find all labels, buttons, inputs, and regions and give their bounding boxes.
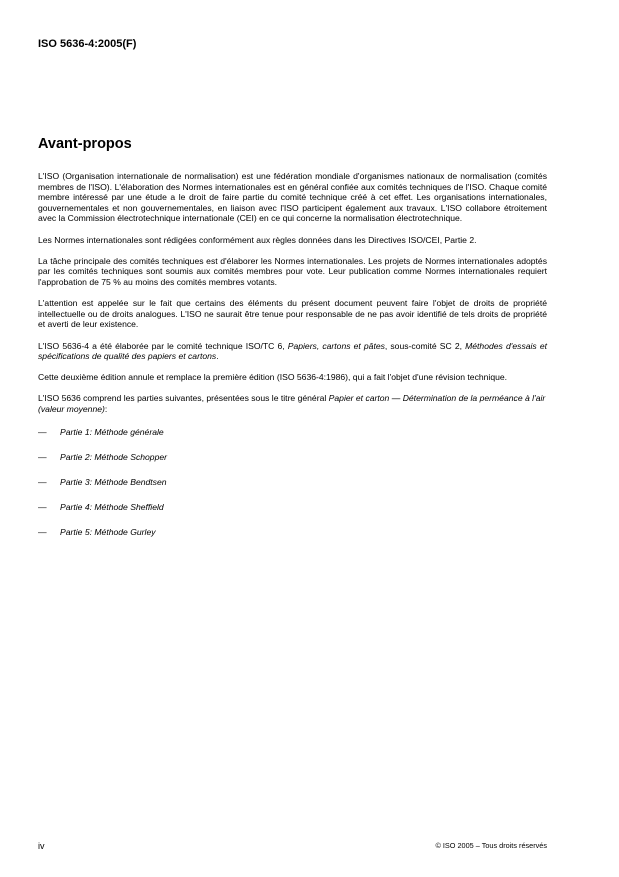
subcommittee-text: , sous-comité SC 2, (384, 340, 466, 351)
parts-intro-text: L'ISO 5636 comprend les parties suivantes, présentées sous le titre général (38, 393, 329, 404)
paragraph-edition: Cette deuxième édition annule et remplace la première édition (ISO 5636-4:1986), qui a fait l'objet d'une révision technique. (38, 372, 508, 383)
part-label: Partie 1: Méthode générale (60, 426, 164, 437)
committee-name: Papiers, cartons et pâtes (287, 340, 385, 351)
document-id: ISO 5636-4:2005(F) (38, 38, 137, 50)
subcommittee-name: Méthodes d'essais et spécifications de qualité des papiers et cartons (38, 340, 547, 362)
dash-bullet: — (38, 527, 47, 538)
general-title: Papier et carton — Détermination de la perméance à l'air (valeur moyenne) (38, 393, 546, 415)
paragraph-patent-rights: L'attention est appelée sur le fait que certains des éléments du présent document peuvent faire l'objet de droits de propriété intellectuelle ou de droits analogues. L'ISO ne saurait être tenue pour responsable de ne pas avoir identifié de tels droits de propriété et averti de leur existence. (38, 298, 547, 330)
part-label: Partie 3: Méthode Bendtsen (60, 476, 167, 487)
paragraph-prepared-by (38, 341, 547, 362)
part-label: Partie 4: Méthode Sheffield (60, 501, 164, 512)
dash-bullet: — (38, 476, 47, 487)
list-item (38, 527, 547, 538)
parts-list (38, 427, 547, 538)
dash-bullet: — (38, 426, 47, 437)
period: . (216, 351, 219, 362)
dash-bullet: — (38, 501, 47, 512)
part-label: Partie 2: Méthode Schopper (60, 451, 168, 462)
paragraph-iso-intro: L'ISO (Organisation internationale de normalisation) est une fédération mondiale d'organismes nationaux de normalisation (comités membres de l'ISO). L'élaboration des Normes internationales est en général confiée aux comités techniques de l'ISO. Chaque comité membre intéressé par une étude a le droit de faire partie du comité technique créé à cet effet. Les organisations internationales, gouvernementales et non gouvernementales, en liaison avec l'ISO participent également aux travaux. L'ISO collabore étroitement avec la Commission électrotechnique internationale (CEI) en ce qui concerne la normalisation électrotechnique. (38, 171, 547, 224)
part-label: Partie 5: Méthode Gurley (60, 527, 156, 538)
list-item (38, 427, 547, 438)
paragraph-parts-intro (38, 393, 547, 414)
list-item (38, 452, 547, 463)
paragraph-technical-committees: La tâche principale des comités techniques est d'élaborer les Normes internationales. Les projets de Normes internationales adoptés par les comités techniques sont soumis aux comités membres pour vote. Leur publication comme Normes internationales requiert l'approbation de 75 % au moins des comités membres votants. (38, 255, 547, 287)
copyright-notice: © ISO 2005 – Tous droits réservés (435, 841, 547, 850)
section-title: Avant-propos (38, 136, 132, 152)
list-item (38, 477, 547, 488)
list-item (38, 502, 547, 513)
page-number: iv (38, 841, 45, 851)
dash-bullet: — (38, 451, 47, 462)
paragraph-directives: Les Normes internationales sont rédigées conformément aux règles données dans les Directives ISO/CEI, Partie 2. (38, 234, 477, 245)
prepared-by-text: L'ISO 5636-4 a été élaborée par le comité technique ISO/TC 6, (38, 340, 288, 351)
foreword-body (38, 171, 547, 552)
colon: : (104, 404, 108, 415)
